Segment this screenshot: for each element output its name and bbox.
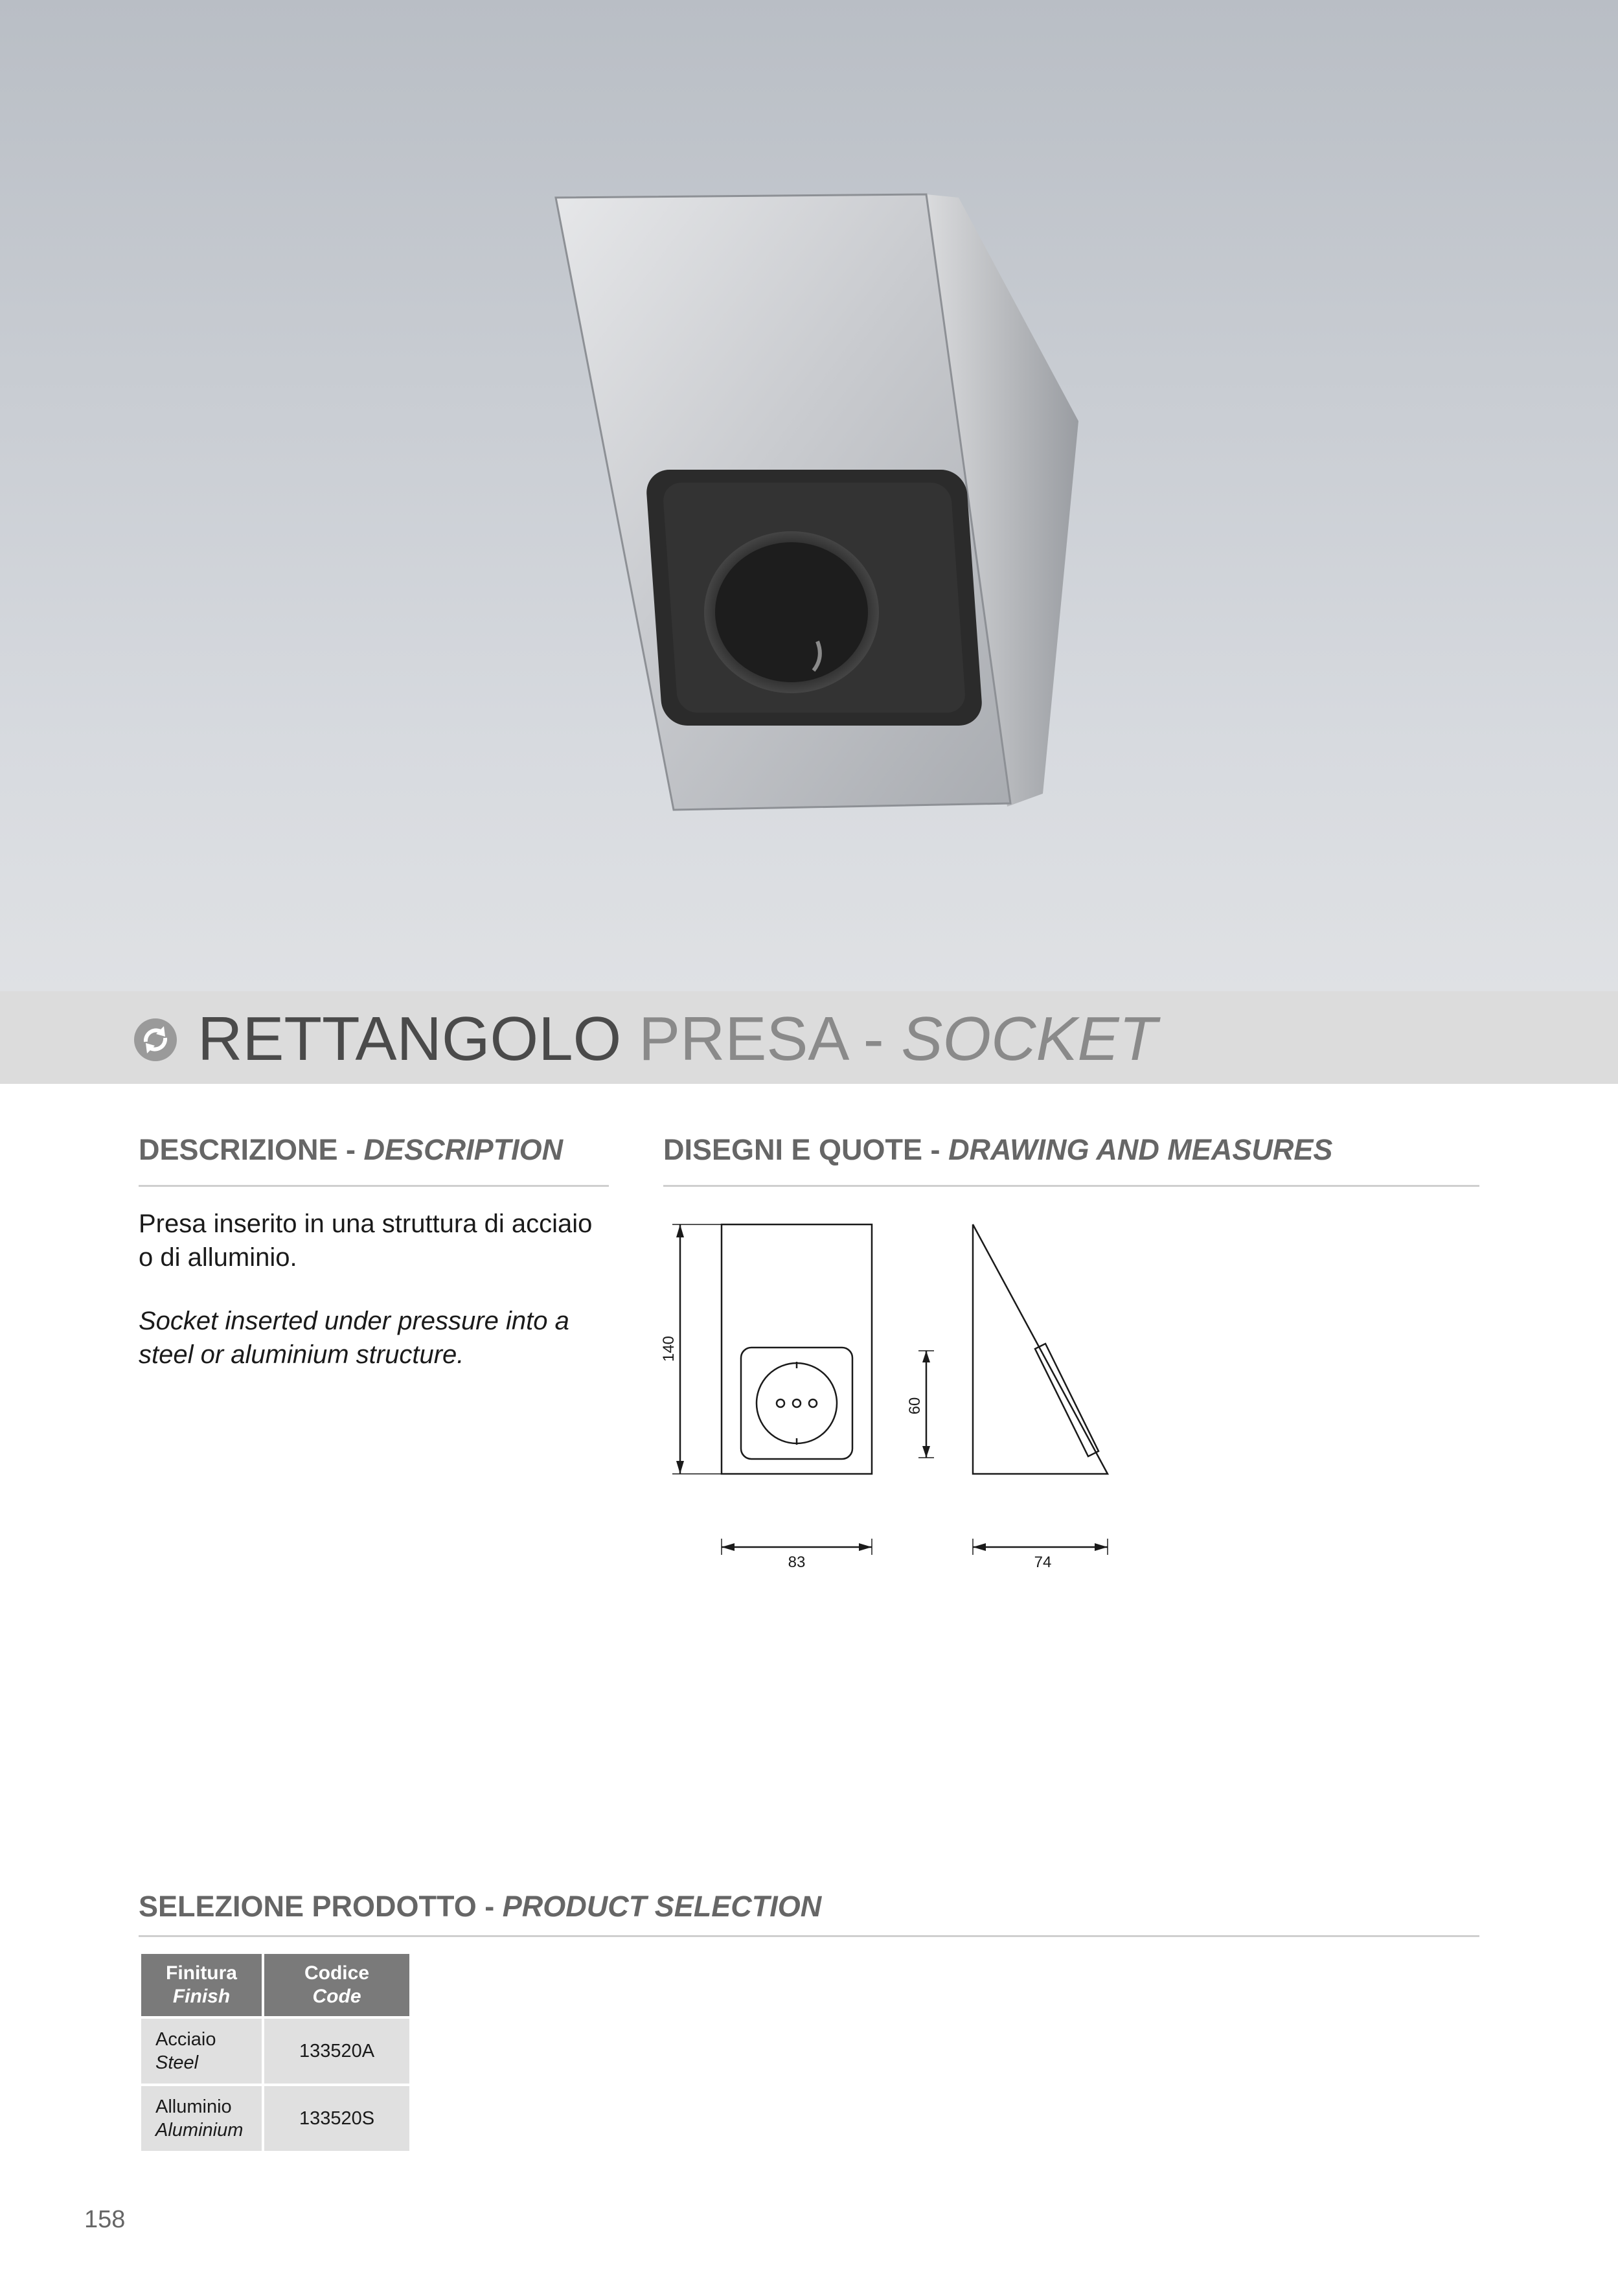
title-sub-en: SOCKET [901,1004,1157,1073]
socket-circle [757,1363,837,1443]
dim-socket-label: 60 [906,1397,924,1415]
selection-divider [139,1935,1479,1937]
title-main: RETTANGOLO [198,1004,622,1073]
table-row [141,2019,409,2084]
finish-it: Alluminio [155,2096,232,2117]
socket-housing-illustration [0,0,1618,991]
page-title [198,1004,1157,1075]
dim-width-label: 83 [788,1554,806,1571]
description-heading-it: DESCRIZIONE - [139,1133,356,1166]
column-header-finish [141,1954,262,2016]
page-number: 158 [84,2206,126,2233]
table-header-row [141,1954,409,2016]
finish-cell [141,2019,262,2084]
description-divider [139,1185,609,1187]
finish-en: Steel [155,2052,199,2073]
selection-heading-it: SELEZIONE PRODOTTO - [139,1890,495,1923]
column-header-finish-it: Finitura [166,1962,237,1984]
finish-cell [141,2086,262,2151]
column-header-code-it: Codice [304,1962,370,1984]
product-photo [0,0,1618,991]
column-header-code [264,1954,409,2016]
dim-height-label: 140 [660,1335,678,1362]
drawing-heading [663,1132,1332,1168]
product-table [139,1951,412,2153]
description-text-it: Presa inserito in una struttura di acciaio o di alluminio. [139,1210,593,1272]
description-text-en: Socket inserted under pressure into a steel or aluminium structure. [139,1307,569,1369]
drawing-heading-en: DRAWING AND MEASURES [948,1133,1333,1166]
drawing-divider [663,1185,1479,1187]
table-row [141,2086,409,2151]
dim-depth-label: 74 [1034,1554,1052,1571]
description-heading-en: DESCRIPTION [363,1133,564,1166]
front-view-outline [722,1224,872,1474]
code-cell: 133520A [264,2019,409,2084]
refresh-circle-icon [133,1017,178,1062]
code-cell: 133520S [264,2086,409,2151]
column-header-code-en: Code [312,1986,361,2007]
finish-it: Acciaio [155,2029,216,2050]
drawing-heading-it: DISEGNI E QUOTE - [663,1133,940,1166]
technical-drawing [654,1211,1146,1581]
finish-en: Aluminium [155,2120,244,2141]
description-heading [139,1132,563,1168]
selection-heading-en: PRODUCT SELECTION [502,1890,822,1923]
column-header-finish-en: Finish [172,1986,231,2007]
title-sub: PRESA - [638,1004,884,1073]
side-view-outline [973,1224,1108,1474]
selection-heading [139,1888,821,1925]
